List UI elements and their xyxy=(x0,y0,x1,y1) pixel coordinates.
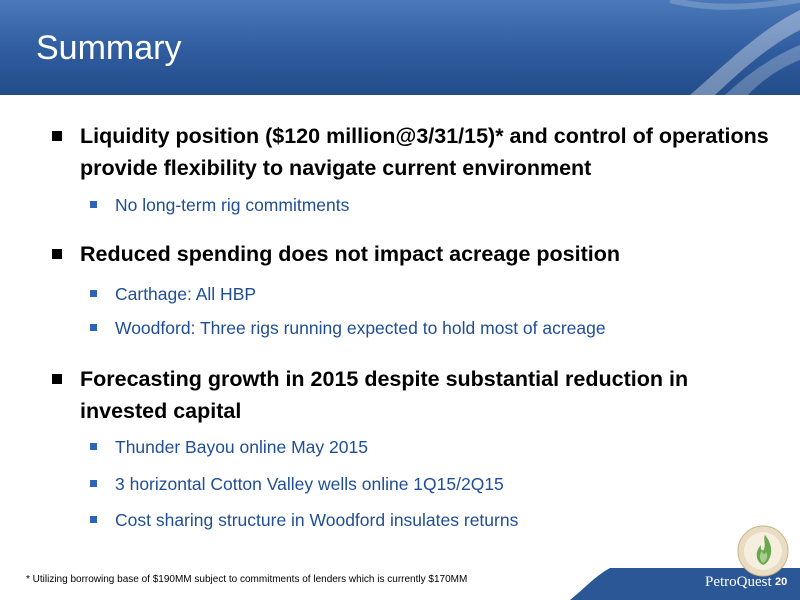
square-bullet-icon xyxy=(90,290,97,297)
square-bullet-icon xyxy=(52,249,62,259)
sub-bullet-text: Carthage: All HBP xyxy=(115,284,257,304)
sub-bullet-text: Thunder Bayou online May 2015 xyxy=(115,437,368,457)
square-bullet-icon xyxy=(52,374,62,384)
sub-bullet-2-2 xyxy=(115,316,765,340)
sub-bullet-3-2 xyxy=(115,472,765,496)
bullet-1-text: Liquidity position ($120 million@3/31/15)* and control of operations provide flexibility to navigate current environment xyxy=(80,124,769,180)
sub-bullet-3-3 xyxy=(115,508,765,532)
square-bullet-icon xyxy=(90,201,97,208)
sub-bullet-text: No long-term rig commitments xyxy=(115,195,350,215)
square-bullet-icon xyxy=(90,443,97,450)
square-bullet-icon xyxy=(90,324,97,331)
square-bullet-icon xyxy=(90,516,97,523)
bullet-3 xyxy=(80,363,770,427)
sub-bullet-3-1 xyxy=(115,435,765,459)
petroquest-logo-icon xyxy=(737,525,789,577)
square-bullet-icon xyxy=(52,131,62,141)
sub-bullet-text: Woodford: Three rigs running expected to hold most of acreage xyxy=(115,318,606,338)
footnote: * Utilizing borrowing base of $190MM subject to commitments of lenders which is currently $170MM xyxy=(26,574,468,585)
slide-title: Summary xyxy=(36,29,182,67)
bullet-2-text: Reduced spending does not impact acreage position xyxy=(80,242,620,266)
sub-bullet-2-1 xyxy=(115,282,765,306)
sub-bullet-1-1 xyxy=(115,193,765,217)
sub-bullet-text: 3 horizontal Cotton Valley wells online 1Q15/2Q15 xyxy=(115,474,504,494)
square-bullet-icon xyxy=(90,480,97,487)
page-number: 20 xyxy=(775,576,788,588)
bullet-3-text: Forecasting growth in 2015 despite substantial reduction in invested capital xyxy=(80,367,689,423)
petroquest-logo-text: PetroQuest xyxy=(705,574,772,590)
sub-bullet-text: Cost sharing structure in Woodford insulates returns xyxy=(115,510,519,530)
bullet-2 xyxy=(80,238,770,270)
bullet-1 xyxy=(80,120,770,184)
